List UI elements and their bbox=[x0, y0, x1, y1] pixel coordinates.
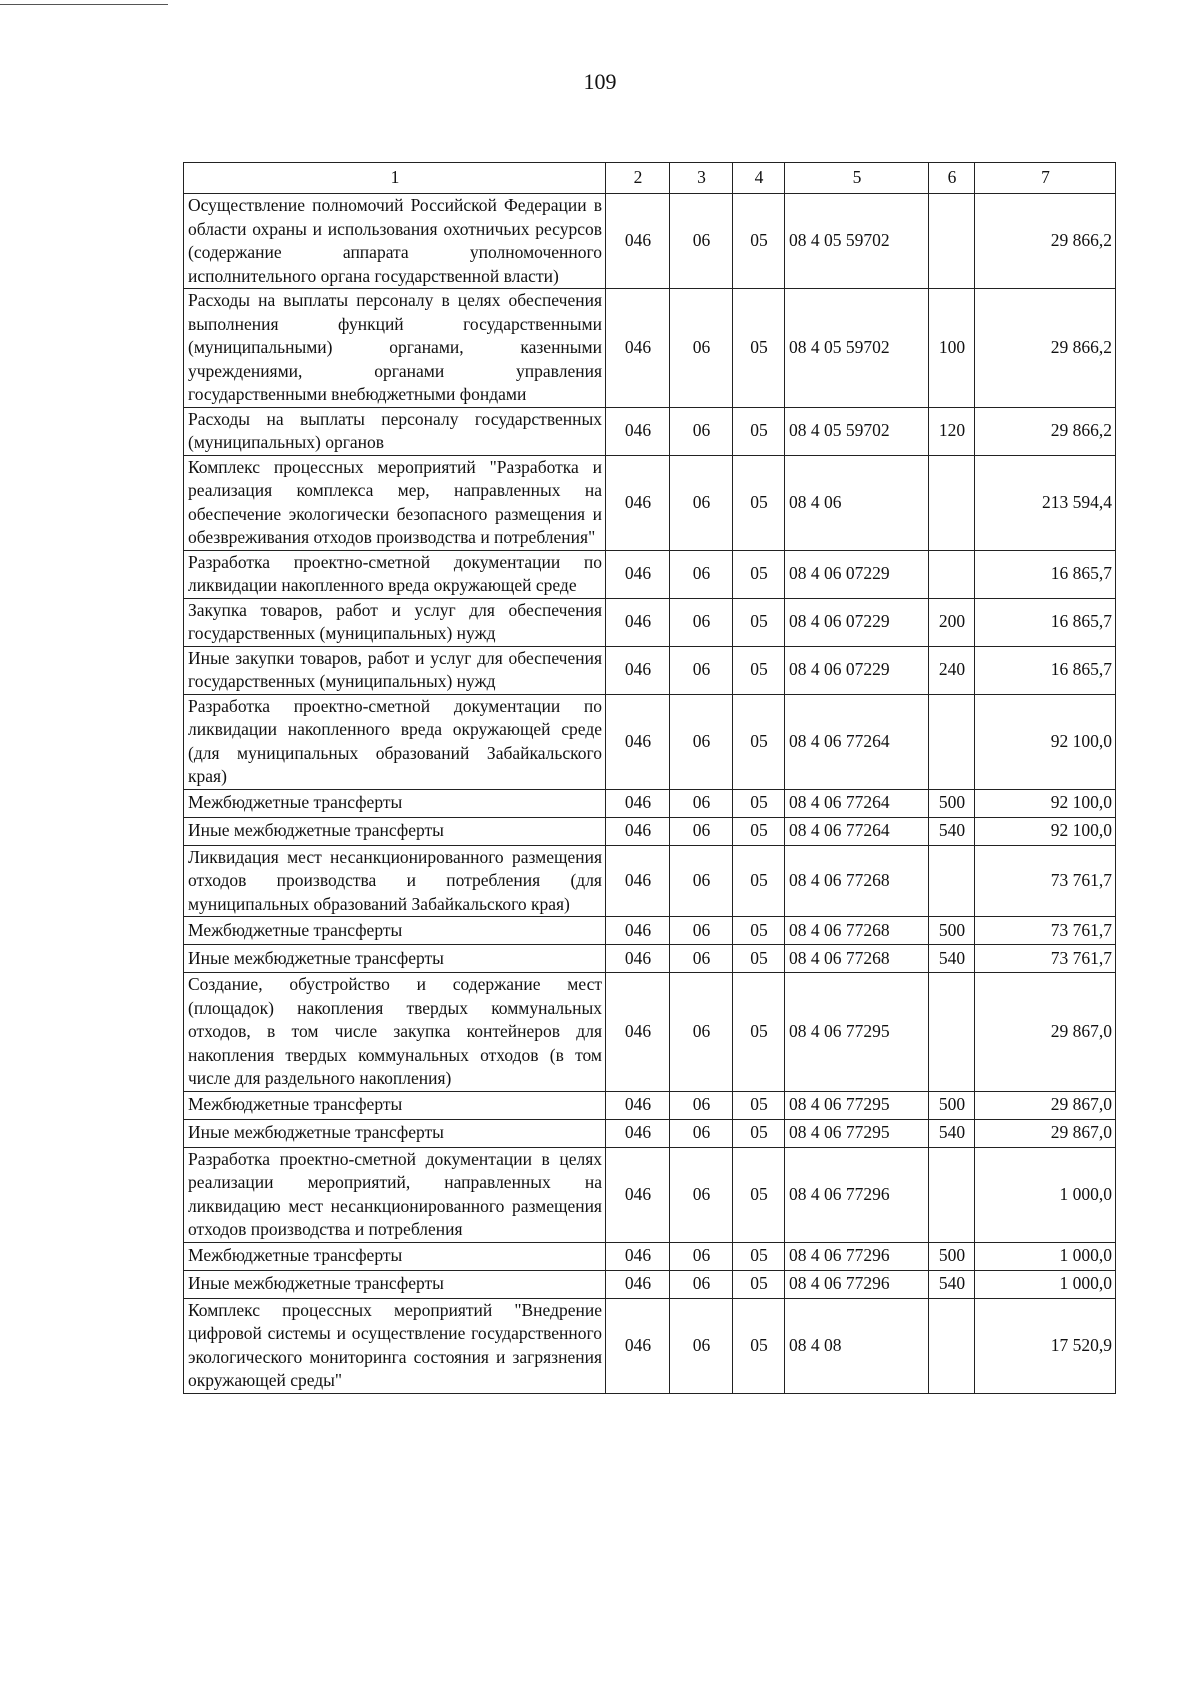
row-expense-type-cell bbox=[929, 973, 975, 1092]
row-section-cell: 06 bbox=[670, 817, 733, 845]
row-target-article-cell: 08 4 06 07229 bbox=[785, 550, 929, 598]
row-amount-cell: 16 865,7 bbox=[975, 550, 1116, 598]
row-target-article-cell: 08 4 05 59702 bbox=[785, 407, 929, 455]
row-subsection-cell: 05 bbox=[733, 550, 785, 598]
row-amount-cell: 29 867,0 bbox=[975, 1119, 1116, 1147]
row-amount-cell: 29 867,0 bbox=[975, 1091, 1116, 1119]
row-expense-type-cell: 540 bbox=[929, 1119, 975, 1147]
column-header: 3 bbox=[670, 163, 733, 194]
row-name-cell: Комплекс процессных мероприятий "Разработка и реализация комплекса мер, направленных на обеспечение экологически безопасного размещения и обезвреживания отходов производства и потребления" bbox=[184, 455, 606, 550]
row-subsection-cell: 05 bbox=[733, 1091, 785, 1119]
row-expense-type-cell: 500 bbox=[929, 917, 975, 945]
row-target-article-cell: 08 4 06 77296 bbox=[785, 1147, 929, 1242]
row-target-article-cell: 08 4 06 bbox=[785, 455, 929, 550]
row-subsection-cell: 05 bbox=[733, 1119, 785, 1147]
table-row bbox=[184, 598, 1116, 646]
row-section-cell: 06 bbox=[670, 1119, 733, 1147]
row-name-cell: Иные межбюджетные трансферты bbox=[184, 945, 606, 973]
row-section-cell: 06 bbox=[670, 598, 733, 646]
table-row bbox=[184, 694, 1116, 789]
row-target-article-cell: 08 4 08 bbox=[785, 1298, 929, 1393]
row-name-cell: Осуществление полномочий Российской Федерации в области охраны и использования охотничьих ресурсов (содержание аппарата уполномоченного исполнительного органа государственной власти) bbox=[184, 194, 606, 289]
row-target-article-cell: 08 4 06 77264 bbox=[785, 789, 929, 817]
row-section-cell: 06 bbox=[670, 845, 733, 917]
row-grbs-cell: 046 bbox=[606, 1147, 670, 1242]
row-section-cell: 06 bbox=[670, 694, 733, 789]
row-amount-cell: 1 000,0 bbox=[975, 1270, 1116, 1298]
row-grbs-cell: 046 bbox=[606, 1298, 670, 1393]
row-section-cell: 06 bbox=[670, 289, 733, 408]
row-section-cell: 06 bbox=[670, 646, 733, 694]
row-name-cell: Разработка проектно-сметной документации по ликвидации накопленного вреда окружающей среде bbox=[184, 550, 606, 598]
row-amount-cell: 29 866,2 bbox=[975, 407, 1116, 455]
table-row bbox=[184, 194, 1116, 289]
row-expense-type-cell: 500 bbox=[929, 1091, 975, 1119]
row-section-cell: 06 bbox=[670, 1270, 733, 1298]
row-name-cell: Расходы на выплаты персоналу в целях обеспечения выполнения функций государственными (муниципальными) органами, казенными учреждениями, органами управления государственными внебюджетными фондами bbox=[184, 289, 606, 408]
row-subsection-cell: 05 bbox=[733, 845, 785, 917]
row-grbs-cell: 046 bbox=[606, 646, 670, 694]
row-subsection-cell: 05 bbox=[733, 289, 785, 408]
row-name-cell: Иные межбюджетные трансферты bbox=[184, 1270, 606, 1298]
row-section-cell: 06 bbox=[670, 455, 733, 550]
row-grbs-cell: 046 bbox=[606, 817, 670, 845]
row-subsection-cell: 05 bbox=[733, 194, 785, 289]
row-expense-type-cell: 540 bbox=[929, 1270, 975, 1298]
table-row bbox=[184, 845, 1116, 917]
row-target-article-cell: 08 4 06 77264 bbox=[785, 694, 929, 789]
row-name-cell: Межбюджетные трансферты bbox=[184, 1091, 606, 1119]
row-target-article-cell: 08 4 06 77296 bbox=[785, 1242, 929, 1270]
budget-table bbox=[183, 162, 1116, 1394]
page-number: 109 bbox=[583, 69, 617, 94]
row-name-cell: Создание, обустройство и содержание мест (площадок) накопления твердых коммунальных отходов, в том числе закупка контейнеров для накопления твердых коммунальных отходов (в том числе для раздельного накопления) bbox=[184, 973, 606, 1092]
row-expense-type-cell bbox=[929, 455, 975, 550]
row-subsection-cell: 05 bbox=[733, 917, 785, 945]
table-row bbox=[184, 1298, 1116, 1393]
row-target-article-cell: 08 4 06 07229 bbox=[785, 646, 929, 694]
row-target-article-cell: 08 4 05 59702 bbox=[785, 194, 929, 289]
row-amount-cell: 73 761,7 bbox=[975, 945, 1116, 973]
row-name-cell: Разработка проектно-сметной документации в целях реализации мероприятий, направленных на ликвидацию мест несанкционированного размещения отходов производства и потребления bbox=[184, 1147, 606, 1242]
row-expense-type-cell: 200 bbox=[929, 598, 975, 646]
row-grbs-cell: 046 bbox=[606, 945, 670, 973]
table-row bbox=[184, 550, 1116, 598]
row-amount-cell: 29 867,0 bbox=[975, 973, 1116, 1092]
column-header: 6 bbox=[929, 163, 975, 194]
column-header: 2 bbox=[606, 163, 670, 194]
row-grbs-cell: 046 bbox=[606, 1119, 670, 1147]
row-subsection-cell: 05 bbox=[733, 455, 785, 550]
row-subsection-cell: 05 bbox=[733, 694, 785, 789]
table-row bbox=[184, 455, 1116, 550]
row-subsection-cell: 05 bbox=[733, 598, 785, 646]
row-expense-type-cell: 500 bbox=[929, 1242, 975, 1270]
row-name-cell: Закупка товаров, работ и услуг для обеспечения государственных (муниципальных) нужд bbox=[184, 598, 606, 646]
row-expense-type-cell bbox=[929, 845, 975, 917]
row-target-article-cell: 08 4 06 77268 bbox=[785, 945, 929, 973]
table-row bbox=[184, 945, 1116, 973]
row-amount-cell: 92 100,0 bbox=[975, 817, 1116, 845]
row-name-cell: Межбюджетные трансферты bbox=[184, 917, 606, 945]
table-row bbox=[184, 407, 1116, 455]
row-expense-type-cell: 540 bbox=[929, 945, 975, 973]
row-name-cell: Разработка проектно-сметной документации по ликвидации накопленного вреда окружающей среде (для муниципальных образований Забайкальского края) bbox=[184, 694, 606, 789]
table-row bbox=[184, 646, 1116, 694]
row-section-cell: 06 bbox=[670, 917, 733, 945]
row-grbs-cell: 046 bbox=[606, 1270, 670, 1298]
row-name-cell: Ликвидация мест несанкционированного размещения отходов производства и потребления (для муниципальных образований Забайкальского края) bbox=[184, 845, 606, 917]
row-subsection-cell: 05 bbox=[733, 817, 785, 845]
row-target-article-cell: 08 4 06 77268 bbox=[785, 917, 929, 945]
row-expense-type-cell bbox=[929, 694, 975, 789]
table-row bbox=[184, 817, 1116, 845]
row-grbs-cell: 046 bbox=[606, 1091, 670, 1119]
table-row bbox=[184, 289, 1116, 408]
table-row bbox=[184, 917, 1116, 945]
row-expense-type-cell bbox=[929, 1298, 975, 1393]
row-section-cell: 06 bbox=[670, 973, 733, 1092]
row-subsection-cell: 05 bbox=[733, 973, 785, 1092]
row-amount-cell: 73 761,7 bbox=[975, 917, 1116, 945]
row-name-cell: Межбюджетные трансферты bbox=[184, 789, 606, 817]
row-subsection-cell: 05 bbox=[733, 1242, 785, 1270]
row-grbs-cell: 046 bbox=[606, 194, 670, 289]
header-row bbox=[184, 163, 1116, 194]
row-name-cell: Комплекс процессных мероприятий "Внедрение цифровой системы и осуществление государственного экологического мониторинга состояния и загрязнения окружающей среды" bbox=[184, 1298, 606, 1393]
row-target-article-cell: 08 4 06 77296 bbox=[785, 1270, 929, 1298]
row-expense-type-cell: 540 bbox=[929, 817, 975, 845]
column-header: 4 bbox=[733, 163, 785, 194]
row-target-article-cell: 08 4 06 77268 bbox=[785, 845, 929, 917]
row-subsection-cell: 05 bbox=[733, 646, 785, 694]
table-row bbox=[184, 789, 1116, 817]
row-subsection-cell: 05 bbox=[733, 945, 785, 973]
row-subsection-cell: 05 bbox=[733, 1298, 785, 1393]
table-row bbox=[184, 1091, 1116, 1119]
table-row bbox=[184, 973, 1116, 1092]
column-header: 1 bbox=[184, 163, 606, 194]
row-expense-type-cell: 120 bbox=[929, 407, 975, 455]
row-subsection-cell: 05 bbox=[733, 789, 785, 817]
table-row bbox=[184, 1147, 1116, 1242]
table-row bbox=[184, 1242, 1116, 1270]
row-section-cell: 06 bbox=[670, 1242, 733, 1270]
row-target-article-cell: 08 4 06 77295 bbox=[785, 1091, 929, 1119]
row-grbs-cell: 046 bbox=[606, 598, 670, 646]
row-grbs-cell: 046 bbox=[606, 973, 670, 1092]
row-grbs-cell: 046 bbox=[606, 407, 670, 455]
row-amount-cell: 16 865,7 bbox=[975, 646, 1116, 694]
row-amount-cell: 73 761,7 bbox=[975, 845, 1116, 917]
row-target-article-cell: 08 4 06 77295 bbox=[785, 973, 929, 1092]
row-grbs-cell: 046 bbox=[606, 845, 670, 917]
row-name-cell: Иные межбюджетные трансферты bbox=[184, 1119, 606, 1147]
row-amount-cell: 1 000,0 bbox=[975, 1242, 1116, 1270]
row-grbs-cell: 046 bbox=[606, 455, 670, 550]
row-section-cell: 06 bbox=[670, 1298, 733, 1393]
table-body bbox=[184, 194, 1116, 1394]
row-section-cell: 06 bbox=[670, 407, 733, 455]
row-section-cell: 06 bbox=[670, 550, 733, 598]
row-expense-type-cell bbox=[929, 550, 975, 598]
row-expense-type-cell: 240 bbox=[929, 646, 975, 694]
row-amount-cell: 17 520,9 bbox=[975, 1298, 1116, 1393]
row-expense-type-cell bbox=[929, 194, 975, 289]
row-name-cell: Иные закупки товаров, работ и услуг для обеспечения государственных (муниципальных) нужд bbox=[184, 646, 606, 694]
row-expense-type-cell bbox=[929, 1147, 975, 1242]
row-target-article-cell: 08 4 06 07229 bbox=[785, 598, 929, 646]
row-grbs-cell: 046 bbox=[606, 289, 670, 408]
row-name-cell: Расходы на выплаты персоналу государственных (муниципальных) органов bbox=[184, 407, 606, 455]
row-target-article-cell: 08 4 06 77295 bbox=[785, 1119, 929, 1147]
row-amount-cell: 213 594,4 bbox=[975, 455, 1116, 550]
row-amount-cell: 16 865,7 bbox=[975, 598, 1116, 646]
row-grbs-cell: 046 bbox=[606, 550, 670, 598]
row-expense-type-cell: 500 bbox=[929, 789, 975, 817]
table-row bbox=[184, 1119, 1116, 1147]
row-name-cell: Межбюджетные трансферты bbox=[184, 1242, 606, 1270]
row-section-cell: 06 bbox=[670, 945, 733, 973]
row-name-cell: Иные межбюджетные трансферты bbox=[184, 817, 606, 845]
row-amount-cell: 29 866,2 bbox=[975, 289, 1116, 408]
row-grbs-cell: 046 bbox=[606, 917, 670, 945]
row-expense-type-cell: 100 bbox=[929, 289, 975, 408]
row-amount-cell: 92 100,0 bbox=[975, 694, 1116, 789]
row-section-cell: 06 bbox=[670, 1091, 733, 1119]
row-target-article-cell: 08 4 06 77264 bbox=[785, 817, 929, 845]
row-grbs-cell: 046 bbox=[606, 789, 670, 817]
row-grbs-cell: 046 bbox=[606, 1242, 670, 1270]
row-section-cell: 06 bbox=[670, 1147, 733, 1242]
row-amount-cell: 92 100,0 bbox=[975, 789, 1116, 817]
row-amount-cell: 1 000,0 bbox=[975, 1147, 1116, 1242]
row-subsection-cell: 05 bbox=[733, 1147, 785, 1242]
row-subsection-cell: 05 bbox=[733, 1270, 785, 1298]
row-section-cell: 06 bbox=[670, 194, 733, 289]
row-amount-cell: 29 866,2 bbox=[975, 194, 1116, 289]
row-target-article-cell: 08 4 05 59702 bbox=[785, 289, 929, 408]
column-header: 5 bbox=[785, 163, 929, 194]
table-row bbox=[184, 1270, 1116, 1298]
row-subsection-cell: 05 bbox=[733, 407, 785, 455]
row-grbs-cell: 046 bbox=[606, 694, 670, 789]
column-header: 7 bbox=[975, 163, 1116, 194]
row-section-cell: 06 bbox=[670, 789, 733, 817]
top-rule bbox=[0, 4, 168, 5]
